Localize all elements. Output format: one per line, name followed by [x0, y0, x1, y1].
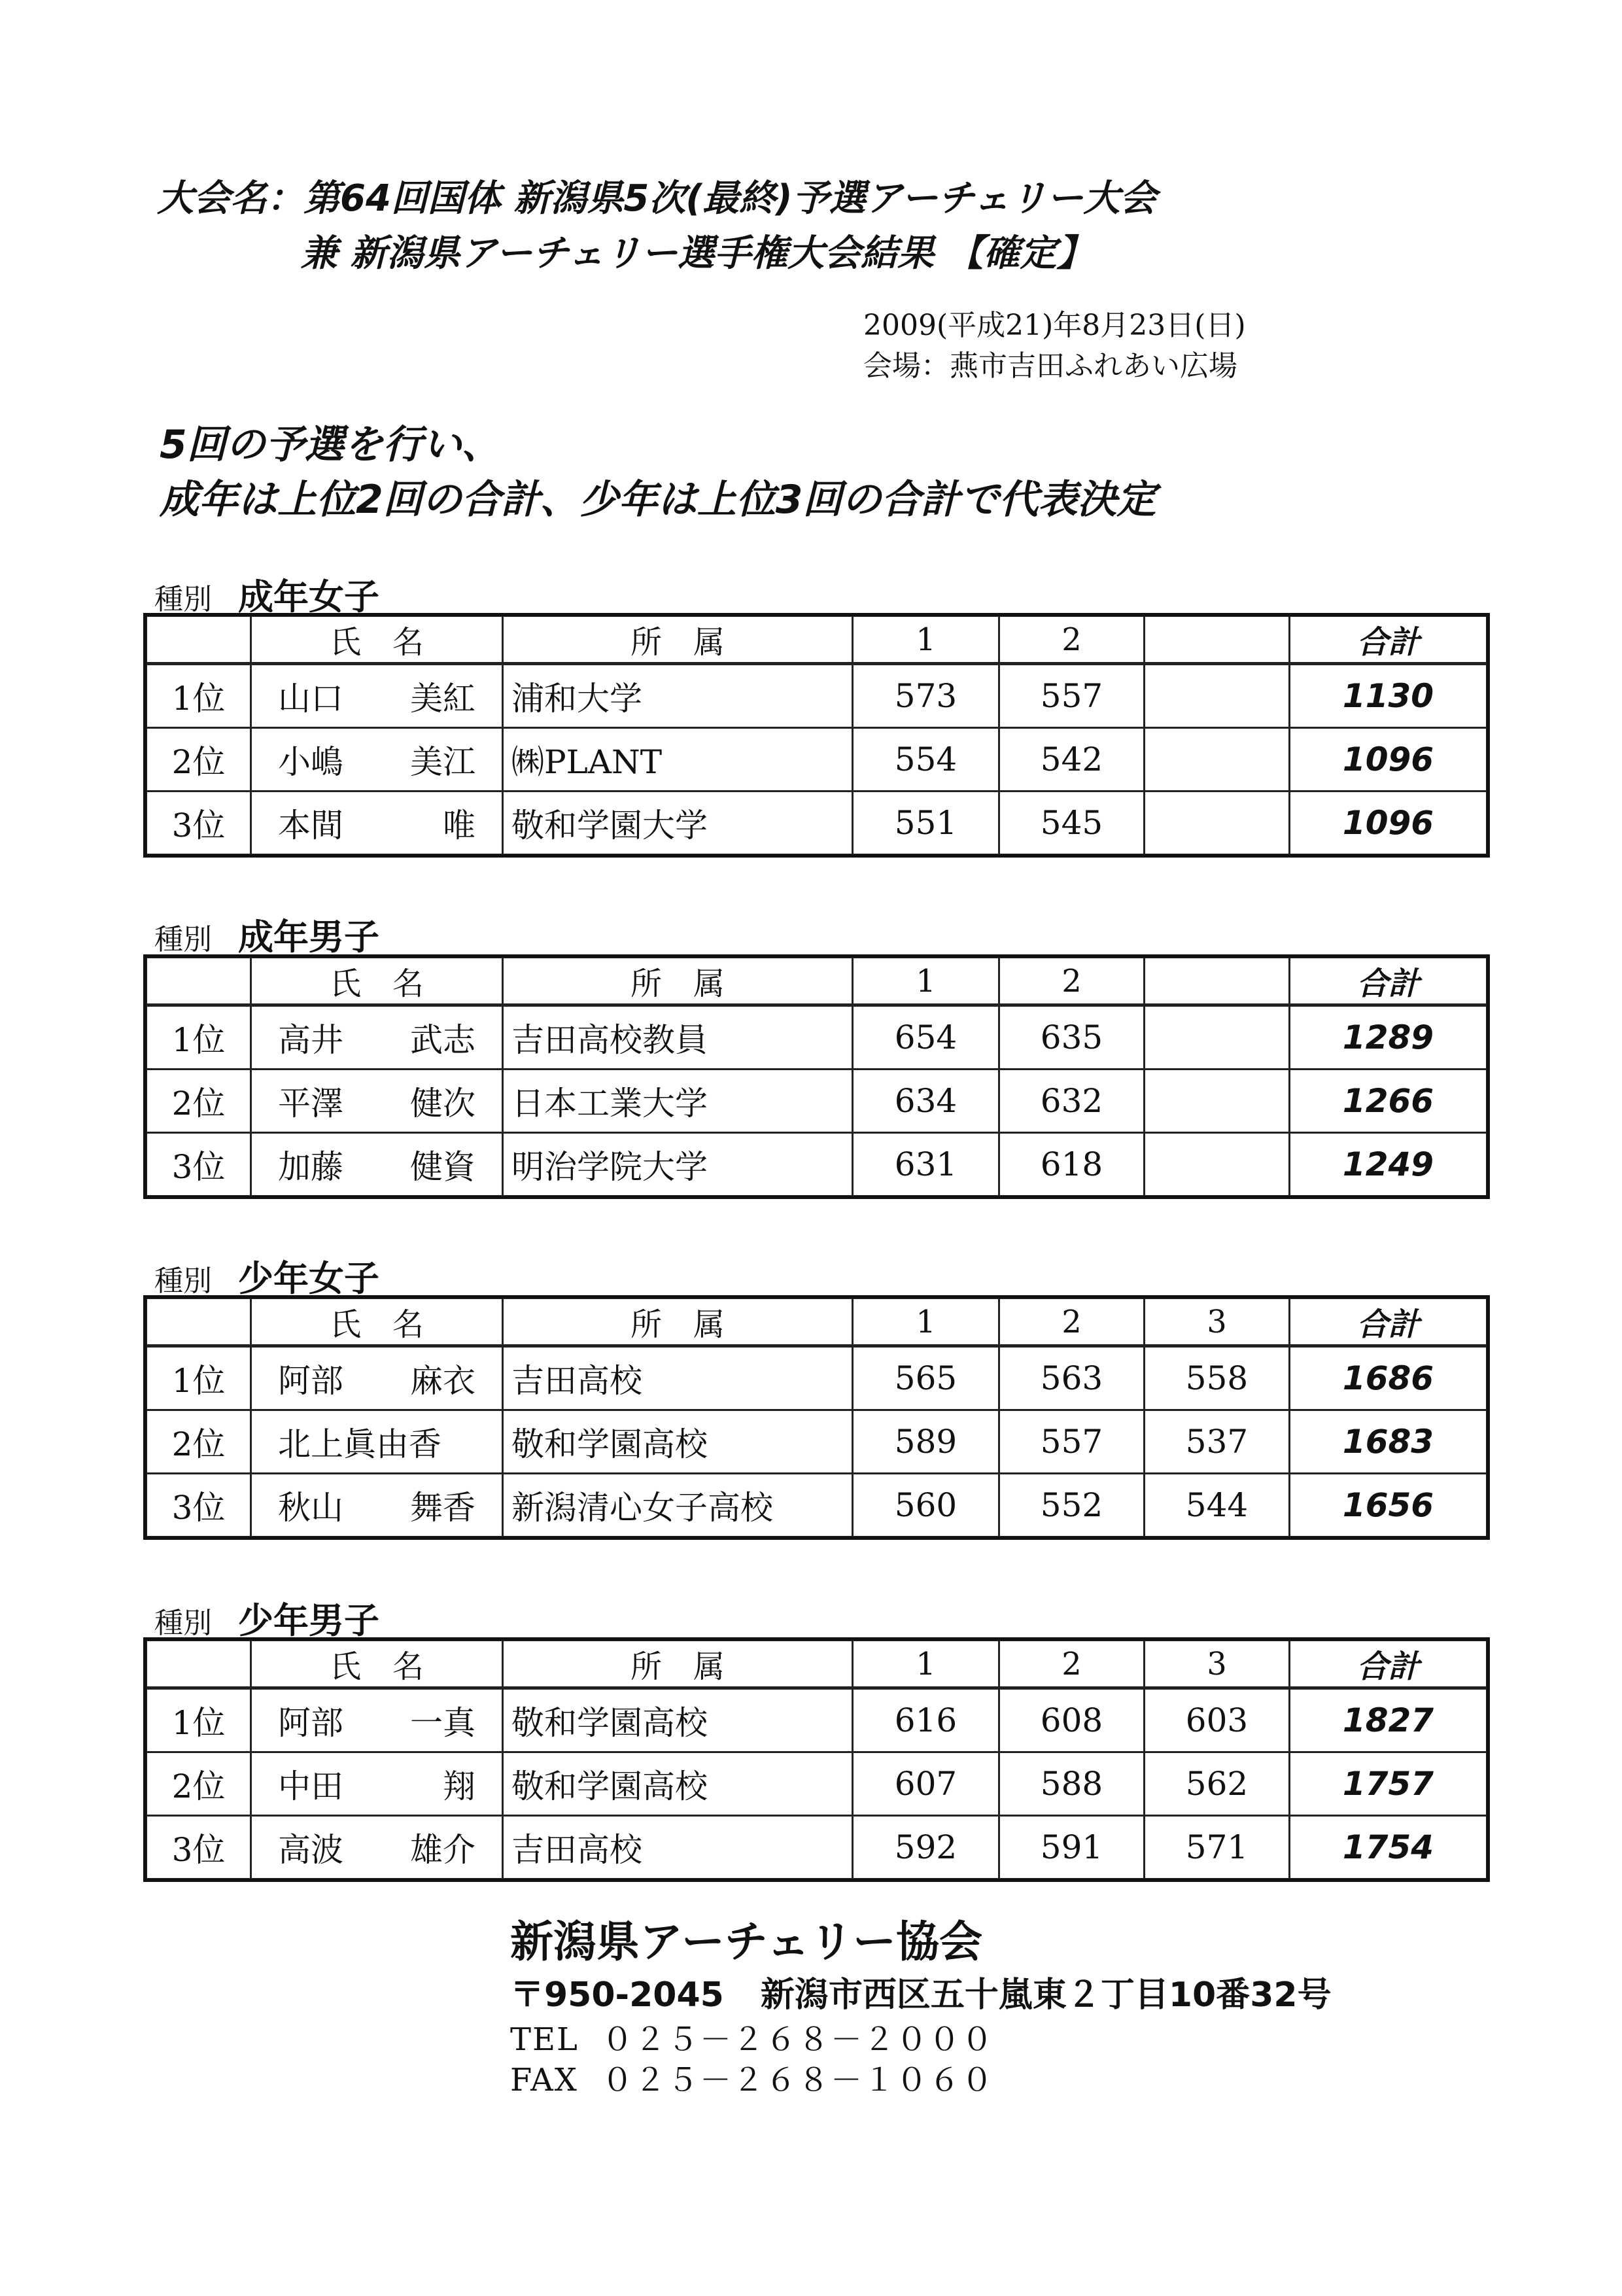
round3-score: [1145, 728, 1290, 791]
affiliation-header: 所 属: [503, 1641, 853, 1688]
round2-score: 545: [999, 791, 1145, 855]
total-score: 1266: [1290, 1070, 1487, 1133]
rank-cell: 3位: [147, 1133, 251, 1196]
round3-score: [1145, 664, 1290, 728]
round3-header: [1145, 958, 1290, 1005]
event-title: 大会名：第64回国体 新潟県5次(最終)予選アーチェリー大会: [157, 177, 1157, 220]
given-name: 麻衣: [410, 1362, 475, 1400]
round1-score: 616: [853, 1688, 999, 1752]
affiliation-cell: 明治学院大学: [503, 1133, 853, 1196]
affiliation-cell: 新潟清心女子高校: [503, 1474, 853, 1537]
name-header: 氏 名: [251, 1641, 503, 1688]
round3-score: 571: [1145, 1816, 1290, 1879]
round1-header: 1: [853, 1641, 999, 1688]
round2-score: 542: [999, 728, 1145, 791]
affiliation-cell: 敬和学園大学: [503, 791, 853, 855]
round2-header: 2: [999, 1298, 1145, 1346]
surname: 高波: [278, 1831, 343, 1869]
total-score: 1096: [1290, 791, 1487, 855]
name-cell: [251, 1752, 503, 1816]
round3-score: 562: [1145, 1752, 1290, 1816]
surname: 阿部: [278, 1704, 343, 1742]
event-subtitle: 兼 新潟県アーチェリー選手権大会結果 【確定】: [301, 232, 1094, 275]
round2-score: 552: [999, 1474, 1145, 1537]
round1-score: 573: [853, 664, 999, 728]
rank-cell: 3位: [147, 1816, 251, 1879]
table-row: [147, 664, 1487, 728]
name-cell: [251, 1133, 503, 1196]
rank-header: [147, 958, 251, 1005]
round2-score: 591: [999, 1816, 1145, 1879]
rank-header: [147, 1641, 251, 1688]
rank-cell: 2位: [147, 1070, 251, 1133]
given-name: 雄介: [410, 1831, 475, 1869]
name-header: 氏 名: [251, 1298, 503, 1346]
tel-label: TEL: [510, 2021, 579, 2058]
rank-cell: 1位: [147, 1346, 251, 1410]
round2-score: 608: [999, 1688, 1145, 1752]
table-header-row: [147, 616, 1487, 664]
surname: 平澤: [278, 1085, 343, 1122]
round1-score: 631: [853, 1133, 999, 1196]
surname: 中田: [278, 1767, 343, 1805]
round1-header: 1: [853, 616, 999, 664]
surname: 小嶋: [278, 743, 343, 781]
section-heading: [154, 1593, 379, 1641]
total-score: 1754: [1290, 1816, 1487, 1879]
given-name: 舞香: [410, 1489, 475, 1527]
rank-cell: 2位: [147, 728, 251, 791]
postal-code: 〒950-2045: [510, 1975, 724, 2015]
organization-address: [510, 1974, 1332, 2016]
table-row: [147, 1070, 1487, 1133]
round1-score: 560: [853, 1474, 999, 1537]
round2-score: 557: [999, 1410, 1145, 1474]
total-score: 1656: [1290, 1474, 1487, 1537]
category-name: 少年女子: [238, 1258, 379, 1299]
name-cell: [251, 791, 503, 855]
name-cell: [251, 1474, 503, 1537]
given-name: 唯: [443, 807, 475, 844]
affiliation-cell: 敬和学園高校: [503, 1410, 853, 1474]
rank-header: [147, 1298, 251, 1346]
name-cell: [251, 1005, 503, 1070]
round3-score: 537: [1145, 1410, 1290, 1474]
affiliation-cell: 吉田高校: [503, 1816, 853, 1879]
tel-number: ０２５－２６８－２０００: [602, 2021, 995, 2058]
rank-cell: 2位: [147, 1410, 251, 1474]
affiliation-cell: 敬和学園高校: [503, 1752, 853, 1816]
round2-header: 2: [999, 616, 1145, 664]
event-date: 2009(平成21)年8月23日(日): [863, 309, 1246, 342]
given-name: 美江: [410, 743, 475, 781]
results-table: [145, 1639, 1488, 1880]
table-row: [147, 1816, 1487, 1879]
table-row: [147, 1410, 1487, 1474]
total-score: 1686: [1290, 1346, 1487, 1410]
category-name: 成年男子: [238, 916, 379, 958]
round1-header: 1: [853, 958, 999, 1005]
surname: 加藤: [278, 1148, 343, 1186]
name-cell: [251, 1688, 503, 1752]
round2-score: 618: [999, 1133, 1145, 1196]
total-header: 合計: [1290, 1641, 1487, 1688]
category-label: 種別: [154, 923, 212, 956]
affiliation-header: 所 属: [503, 616, 853, 664]
table-header-row: [147, 1298, 1487, 1346]
section-heading: [154, 569, 379, 617]
rank-cell: 3位: [147, 791, 251, 855]
round1-score: 654: [853, 1005, 999, 1070]
round3-score: 558: [1145, 1346, 1290, 1410]
total-score: 1249: [1290, 1133, 1487, 1196]
total-header: 合計: [1290, 616, 1487, 664]
round2-score: 588: [999, 1752, 1145, 1816]
results-table: [145, 956, 1488, 1197]
total-score: 1130: [1290, 664, 1487, 728]
section-heading: [154, 909, 379, 958]
round2-header: 2: [999, 958, 1145, 1005]
selection-rule-line1: 5回の予選を行い、: [160, 422, 501, 468]
table-row: [147, 1346, 1487, 1410]
round3-header: 3: [1145, 1298, 1290, 1346]
name-cell: [251, 1410, 503, 1474]
given-name: 一真: [410, 1704, 475, 1742]
affiliation-header: 所 属: [503, 1298, 853, 1346]
event-venue: 会場：燕市吉田ふれあい広場: [863, 349, 1237, 383]
given-name: 翔: [443, 1767, 475, 1805]
round3-score: [1145, 1070, 1290, 1133]
rank-cell: 3位: [147, 1474, 251, 1537]
rank-cell: 1位: [147, 664, 251, 728]
surname: 高井: [278, 1021, 343, 1059]
results-table: [145, 615, 1488, 856]
fax-label: FAX: [510, 2062, 578, 2098]
affiliation-header: 所 属: [503, 958, 853, 1005]
given-name: 美紅: [410, 680, 475, 718]
name-header: 氏 名: [251, 958, 503, 1005]
round1-score: 551: [853, 791, 999, 855]
round2-score: 632: [999, 1070, 1145, 1133]
table-row: [147, 1688, 1487, 1752]
round2-score: 635: [999, 1005, 1145, 1070]
section-heading: [154, 1251, 379, 1299]
total-header: 合計: [1290, 1298, 1487, 1346]
affiliation-cell: 敬和学園高校: [503, 1688, 853, 1752]
table-header-row: [147, 1641, 1487, 1688]
affiliation-cell: ㈱PLANT: [503, 728, 853, 791]
round2-score: 557: [999, 664, 1145, 728]
street-address: 新潟市西区五十嵐東２丁目10番32号: [760, 1975, 1332, 2015]
round1-header: 1: [853, 1298, 999, 1346]
name-cell: [251, 1346, 503, 1410]
surname: 本間: [278, 807, 343, 844]
round1-score: 634: [853, 1070, 999, 1133]
round1-score: 565: [853, 1346, 999, 1410]
table-row: [147, 1752, 1487, 1816]
telephone: [510, 2020, 994, 2059]
fax-number: ０２５－２６８－１０６０: [602, 2062, 995, 2098]
round3-header: 3: [1145, 1641, 1290, 1688]
table-row: [147, 1133, 1487, 1196]
round3-score: [1145, 1005, 1290, 1070]
fax: [510, 2061, 994, 2100]
affiliation-cell: 日本工業大学: [503, 1070, 853, 1133]
given-name: 健資: [410, 1148, 475, 1186]
round3-header: [1145, 616, 1290, 664]
total-score: 1289: [1290, 1005, 1487, 1070]
results-table: [145, 1297, 1488, 1538]
rank-cell: 1位: [147, 1005, 251, 1070]
affiliation-cell: 吉田高校: [503, 1346, 853, 1410]
round3-score: [1145, 791, 1290, 855]
rank-cell: 2位: [147, 1752, 251, 1816]
affiliation-cell: 浦和大学: [503, 664, 853, 728]
name-cell: [251, 1816, 503, 1879]
table-row: [147, 1005, 1487, 1070]
category-label: 種別: [154, 1607, 212, 1640]
organization-name: 新潟県アーチェリー協会: [510, 1917, 983, 1967]
table-header-row: [147, 958, 1487, 1005]
given-name: 健次: [410, 1085, 475, 1122]
round1-score: 589: [853, 1410, 999, 1474]
surname: 山口: [278, 680, 343, 718]
total-score: 1096: [1290, 728, 1487, 791]
round1-score: 607: [853, 1752, 999, 1816]
round2-header: 2: [999, 1641, 1145, 1688]
rank-cell: 1位: [147, 1688, 251, 1752]
round3-score: [1145, 1133, 1290, 1196]
surname: 北上眞由香: [278, 1425, 441, 1463]
round1-score: 592: [853, 1816, 999, 1879]
given-name: 武志: [410, 1021, 475, 1059]
affiliation-cell: 吉田高校教員: [503, 1005, 853, 1070]
category-name: 少年男子: [238, 1600, 379, 1641]
name-header: 氏 名: [251, 616, 503, 664]
table-row: [147, 791, 1487, 855]
round2-score: 563: [999, 1346, 1145, 1410]
name-cell: [251, 728, 503, 791]
table-row: [147, 1474, 1487, 1537]
round3-score: 544: [1145, 1474, 1290, 1537]
category-name: 成年女子: [238, 576, 379, 617]
name-cell: [251, 664, 503, 728]
surname: 秋山: [278, 1489, 343, 1527]
category-label: 種別: [154, 583, 212, 616]
table-row: [147, 728, 1487, 791]
selection-rule-line2: 成年は上位2回の合計、少年は上位3回の合計で代表決定: [160, 477, 1156, 523]
name-cell: [251, 1070, 503, 1133]
total-header: 合計: [1290, 958, 1487, 1005]
rank-header: [147, 616, 251, 664]
category-label: 種別: [154, 1264, 212, 1298]
total-score: 1757: [1290, 1752, 1487, 1816]
surname: 阿部: [278, 1362, 343, 1400]
round1-score: 554: [853, 728, 999, 791]
round3-score: 603: [1145, 1688, 1290, 1752]
total-score: 1683: [1290, 1410, 1487, 1474]
total-score: 1827: [1290, 1688, 1487, 1752]
